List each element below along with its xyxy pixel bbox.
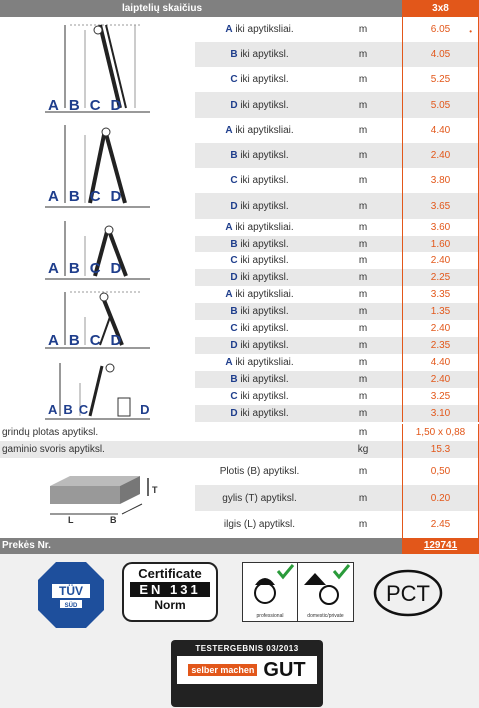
row-label: [195, 408, 324, 419]
row-letter: D: [230, 200, 238, 212]
floor-unit: m: [358, 427, 368, 438]
row-label: [195, 306, 324, 317]
row-letter: A: [225, 289, 233, 300]
footer-spacer: [324, 538, 402, 554]
row-unit: m: [358, 255, 368, 266]
row-letter: C: [230, 391, 238, 402]
row-unit: m: [358, 408, 368, 419]
package-t-label: T: [152, 485, 158, 495]
table-row: [195, 371, 479, 388]
row-letter: A: [225, 24, 233, 35]
row-label-text: iki apytiksl.: [237, 374, 289, 385]
letter-c: C: [89, 97, 111, 114]
letter-a: A: [48, 402, 64, 417]
table-row: [195, 337, 479, 354]
weight-label: gaminio svoris apytiksl.: [2, 444, 105, 455]
test-grade: GUT: [263, 658, 306, 681]
row-value-text: 1.35: [430, 306, 451, 317]
row-label: [195, 201, 324, 212]
product-number-link[interactable]: 129741: [402, 538, 479, 554]
row-value: [402, 17, 479, 42]
row-value-text: 3.65: [430, 200, 451, 212]
row-value: [402, 118, 479, 143]
table-row: [195, 405, 479, 422]
row-letter: A: [225, 222, 233, 233]
row-value-text: 1.60: [430, 238, 451, 250]
row-label: [195, 255, 324, 266]
row-label: [195, 150, 324, 161]
table-header: [0, 0, 479, 17]
row-value-text: 6.05: [430, 24, 451, 35]
row-unit: m: [358, 222, 368, 233]
row-value: [402, 143, 479, 168]
header-variant: 3x8: [402, 0, 479, 17]
package-width-value: 0,50: [402, 458, 479, 485]
test-title: TESTERGEBNIS 03/2013: [195, 644, 299, 653]
row-value: [402, 320, 479, 337]
row-label-text: iki apytiksl.: [237, 272, 289, 283]
test-result-badge: [171, 640, 323, 707]
row-value: [402, 269, 479, 286]
row-unit: m: [358, 289, 368, 300]
row-value-text: 2.40: [430, 255, 451, 266]
package-row-length: [195, 511, 479, 538]
row-value: [402, 371, 479, 388]
row-label-text: iki apytiksl.: [237, 391, 289, 402]
row-value-text: 3.80: [430, 175, 451, 186]
letter-d: D: [110, 188, 132, 205]
bullet-icon: •: [469, 26, 472, 36]
floor-row: [0, 424, 479, 441]
row-label-text: iki apytiksliai.: [232, 357, 294, 368]
package-b-label: B: [110, 515, 117, 525]
footer-bar: [0, 538, 479, 554]
row-value: [402, 219, 479, 236]
row-value: [402, 303, 479, 320]
row-letter: A: [225, 125, 233, 136]
certificate-title: Certificate: [138, 566, 202, 581]
floor-value: 1,50 x 0,88: [402, 424, 479, 441]
row-unit: m: [358, 125, 368, 136]
row-value-text: 2.40: [430, 323, 451, 334]
row-label-text: iki apytiksl.: [237, 323, 289, 334]
package-row-width: [195, 458, 479, 485]
table-row: [195, 17, 479, 42]
weight-unit: kg: [357, 444, 369, 455]
letter-b: B: [68, 332, 90, 349]
professional-use-icon: [243, 563, 298, 621]
row-value-text: 2.35: [430, 340, 451, 351]
row-label-text: iki apytiksl.: [237, 408, 289, 419]
row-label-text: iki apytiksliai.: [232, 222, 294, 233]
package-width-unit: m: [358, 466, 368, 477]
row-value-text: 3.35: [430, 289, 451, 300]
row-letter: B: [230, 374, 238, 385]
letter-d: D: [140, 402, 156, 417]
row-label-text: iki apytiksl.: [237, 340, 289, 351]
professional-label: professional: [256, 613, 284, 619]
row-value-text: 4.05: [430, 49, 451, 60]
row-value: [402, 193, 479, 219]
row-label: [195, 340, 324, 351]
letter-a: A: [48, 332, 69, 349]
row-value-text: 4.40: [430, 357, 451, 368]
package-length-unit: m: [358, 519, 368, 530]
package-illustration: [40, 468, 160, 533]
row-value: [402, 286, 479, 303]
letter-d: D: [110, 332, 132, 349]
pct-badge: [372, 568, 444, 621]
package-depth-unit: m: [358, 492, 368, 504]
certificate-norm: Norm: [154, 598, 186, 612]
row-unit: m: [358, 340, 368, 351]
table-row: [195, 286, 479, 303]
letter-d: D: [110, 97, 132, 114]
row-label: [195, 100, 324, 111]
letter-a: A: [48, 97, 69, 114]
package-depth-value: 0.20: [402, 485, 479, 511]
row-label-text: iki apytiksliai.: [232, 125, 294, 136]
letter-a: A: [48, 260, 69, 277]
row-label: [195, 323, 324, 334]
row-letter: C: [230, 255, 238, 266]
row-letter: D: [230, 99, 238, 111]
table-row: [195, 193, 479, 219]
row-value-text: 2.25: [430, 272, 451, 283]
row-unit: m: [358, 200, 368, 212]
row-unit: m: [358, 357, 368, 368]
table-row: [195, 252, 479, 269]
row-value-text: 3.25: [430, 391, 451, 402]
row-letter: B: [230, 238, 238, 250]
row-value-text: 2.40: [430, 374, 451, 385]
package-row-depth: [195, 485, 479, 511]
row-unit: m: [358, 306, 368, 317]
usage-badge: [242, 562, 354, 622]
tuv-badge: [36, 560, 106, 633]
row-value: [402, 168, 479, 193]
row-value-text: 4.40: [430, 125, 451, 136]
row-unit: m: [358, 74, 368, 85]
letter-b: B: [68, 97, 90, 114]
letter-d: D: [110, 260, 132, 277]
row-letter: D: [230, 408, 238, 419]
table-row: [195, 143, 479, 168]
table-row: [195, 219, 479, 236]
row-label-text: iki apytiksl.: [237, 306, 289, 317]
row-value-text: 3.10: [430, 408, 451, 419]
letter-b: B: [68, 188, 90, 205]
table-row: [195, 388, 479, 405]
table-row: [195, 303, 479, 320]
row-label: [195, 24, 324, 35]
row-unit: m: [358, 391, 368, 402]
letter-a: A: [48, 188, 69, 205]
row-label-text: iki apytiksl.: [237, 238, 289, 250]
row-label: [195, 74, 324, 85]
row-value-text: 2.40: [430, 150, 451, 161]
table-row: [195, 269, 479, 286]
row-unit: m: [358, 49, 368, 60]
row-label-text: iki apytiksliai.: [232, 24, 294, 35]
ladder-letters-3: [48, 260, 131, 277]
row-label-text: iki apytiksl.: [237, 99, 289, 111]
certificate-code: EN 131: [130, 582, 210, 597]
row-letter: C: [230, 74, 238, 85]
row-value: [402, 388, 479, 405]
row-label-text: iki apytiksl.: [237, 200, 289, 212]
row-value: [402, 42, 479, 67]
row-label: [195, 357, 324, 368]
row-value: [402, 337, 479, 354]
row-unit: m: [358, 238, 368, 250]
floor-label: grindų plotas apytiksl.: [2, 427, 99, 438]
weight-value: 15.3: [402, 441, 479, 458]
table-row: [195, 168, 479, 193]
row-unit: m: [358, 374, 368, 385]
row-unit: m: [358, 99, 368, 111]
row-label: [195, 125, 324, 136]
table-row: [195, 67, 479, 92]
row-label: [195, 222, 324, 233]
row-unit: m: [358, 272, 368, 283]
letter-c: C: [89, 332, 111, 349]
product-number-label: Prekės Nr.: [2, 540, 51, 551]
tuv-bottom-text: SÜD: [64, 603, 78, 609]
row-label-text: iki apytiksl.: [237, 49, 289, 60]
home-label: domestic/private: [307, 613, 344, 619]
letter-b: B: [68, 260, 90, 277]
row-letter: C: [230, 323, 238, 334]
row-label-text: iki apytiksliai.: [232, 289, 294, 300]
table-row: [195, 42, 479, 67]
row-label-text: iki apytiksl.: [237, 150, 289, 161]
row-label: [195, 289, 324, 300]
letter-c: C: [89, 188, 111, 205]
row-letter: B: [230, 306, 238, 317]
row-label: [195, 391, 324, 402]
row-letter: D: [230, 272, 238, 283]
table-row: [195, 320, 479, 337]
row-letter: D: [230, 340, 238, 351]
row-letter: C: [230, 175, 238, 186]
row-label: [195, 175, 324, 186]
package-length-label: ilgis (L) apytiksl.: [223, 519, 296, 530]
row-letter: A: [225, 357, 233, 368]
row-value: [402, 236, 479, 252]
ladder-letters-4: [48, 332, 131, 349]
row-value-text: 5.25: [430, 74, 451, 85]
letter-b: B: [63, 402, 79, 417]
table-row: [195, 92, 479, 118]
row-label: [195, 374, 324, 385]
row-value-text: 3.60: [430, 222, 451, 233]
row-label: [195, 272, 324, 283]
home-use-icon: [298, 563, 353, 621]
table-row: [195, 354, 479, 371]
row-unit: m: [358, 150, 368, 161]
row-unit: m: [358, 24, 368, 35]
header-unit-cell: [324, 0, 402, 17]
ladder-letters-2: [48, 188, 131, 205]
package-length-value: 2.45: [402, 511, 479, 538]
row-label: [195, 49, 324, 60]
package-width-label: Plotis (B) apytiksl.: [219, 466, 300, 477]
row-value: [402, 67, 479, 92]
row-label-text: iki apytiksl.: [237, 175, 289, 186]
row-label: [195, 239, 324, 250]
header-title: laiptelių skaičius: [0, 0, 324, 17]
ladder-letters-1: [48, 97, 131, 114]
row-letter: B: [230, 150, 238, 161]
en131-certificate-badge: [122, 562, 218, 622]
package-depth-label: gylis (T) apytiksl.: [222, 492, 297, 504]
row-value: [402, 92, 479, 118]
table-row: [195, 118, 479, 143]
row-value: [402, 354, 479, 371]
row-value: [402, 405, 479, 422]
row-value-text: 5.05: [430, 99, 451, 111]
row-value: [402, 252, 479, 269]
row-unit: m: [358, 323, 368, 334]
package-l-label: L: [68, 515, 74, 525]
pct-text: PCT: [386, 581, 430, 606]
letter-c: C: [78, 402, 95, 417]
row-label-text: iki apytiksl.: [237, 74, 289, 85]
row-label-text: iki apytiksl.: [237, 255, 289, 266]
table-row: [195, 236, 479, 252]
weight-row: [0, 441, 479, 458]
test-brand: selber machen: [188, 664, 257, 676]
tuv-top-text: TÜV: [59, 584, 83, 598]
row-letter: B: [230, 49, 238, 60]
certificates-area: [0, 554, 479, 708]
ladder-letters-5: [48, 402, 156, 417]
letter-c: C: [89, 260, 111, 277]
row-unit: m: [358, 175, 368, 186]
